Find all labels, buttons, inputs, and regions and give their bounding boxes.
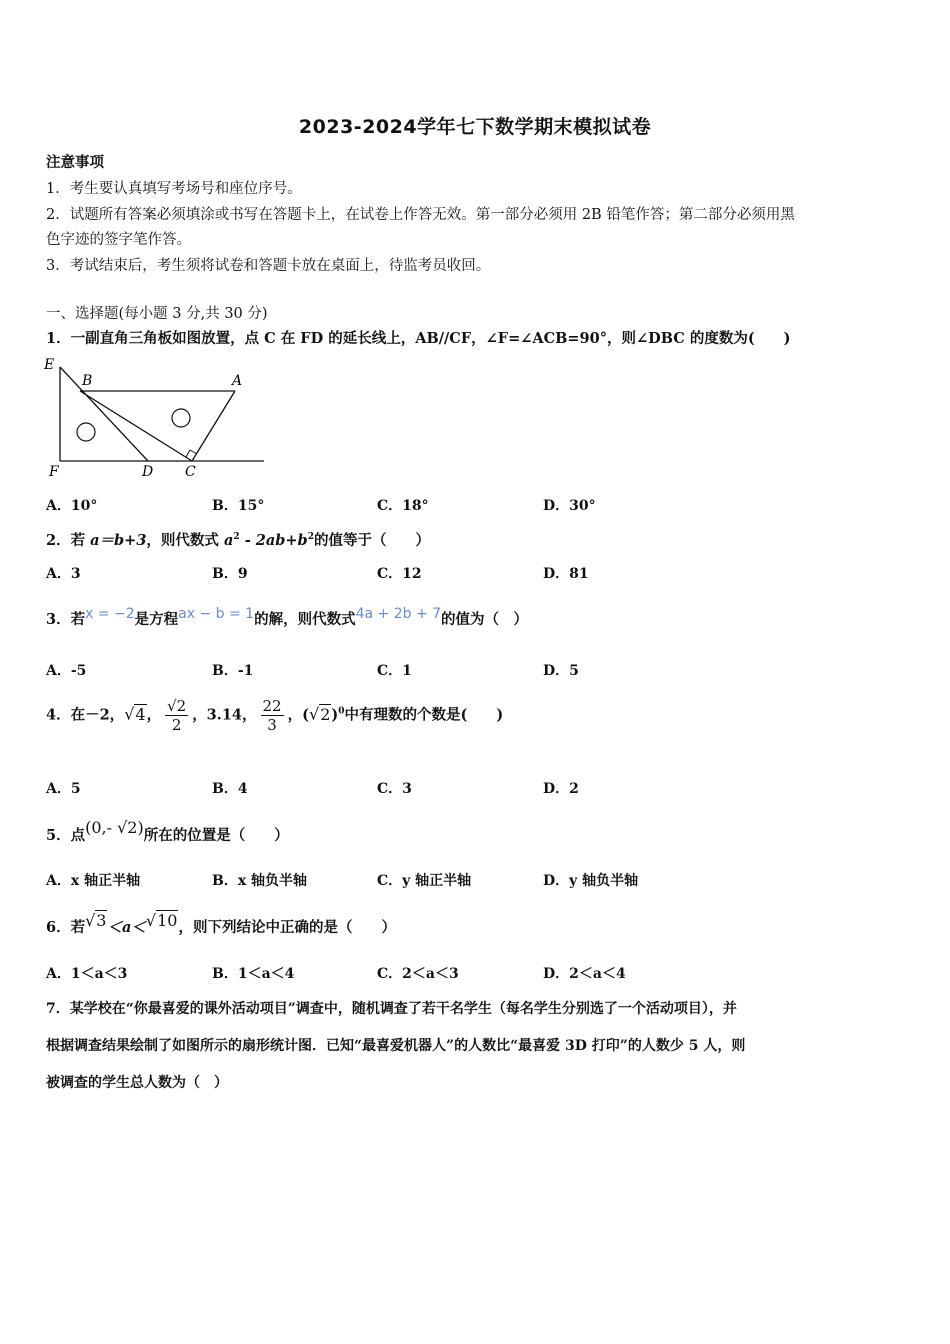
q5-option-a: A．x 轴正半轴 xyxy=(46,873,141,889)
q2-option-d: D．81 xyxy=(543,566,589,582)
q5-option-b: B．x 轴负半轴 xyxy=(212,873,308,889)
q6-option-b: B．1＜a＜4 xyxy=(212,966,295,982)
q6-option-d: D．2＜a＜4 xyxy=(543,966,626,982)
question-1-stem: 1．一副直角三角板如图放置，点 C 在 FD 的延长线上，AB//CF，∠F=∠ACB=90°，则∠DBC 的度数为( ) xyxy=(46,330,791,347)
q4-option-c: C．3 xyxy=(377,781,412,797)
q2-option-a: A．3 xyxy=(46,566,81,582)
question-6-stem: 6．若√3＜a＜√10，则下列结论中正确的是（ ） xyxy=(46,911,396,936)
page-title: 2023-2024学年七下数学期末模拟试卷 xyxy=(298,116,652,138)
q1-option-d: D．30° xyxy=(543,498,596,514)
sqrt-2: √2 xyxy=(308,704,331,724)
sqrt-10: √10 xyxy=(145,911,178,930)
q3-option-b: B．-1 xyxy=(212,663,254,679)
question-4-stem: 4．在－2，√4， $\frac{√2}{2}$ ，3.14， $\frac{22}{3}$ ，$(√2)^0$中有理数的个数是( ) xyxy=(46,697,504,734)
section-heading: 一、选择题(每小题 3 分,共 30 分) xyxy=(46,306,268,322)
q2-option-b: B．9 xyxy=(212,566,248,582)
notice-item: 1．考生要认真填写考场号和座位序号。 xyxy=(46,181,302,197)
question-5-stem: 5．点(0,- √2)所在的位置是（ ） xyxy=(46,818,289,844)
label-F: F xyxy=(49,464,59,480)
q1-option-b: B．15° xyxy=(212,498,265,514)
q4-option-d: D．2 xyxy=(543,781,579,797)
q2-option-c: C．12 xyxy=(377,566,422,582)
q3-option-a: A．-5 xyxy=(46,663,87,679)
q4-option-b: B．4 xyxy=(212,781,248,797)
label-A: A xyxy=(232,373,243,389)
q1-option-a: A．10° xyxy=(46,498,98,514)
question-7-line: 根据调查结果绘制了如图所示的扇形统计图．已知“最喜爱机器人”的人数比“最喜爱 3D 打印”的人数少 5 人，则 xyxy=(46,1038,746,1054)
label-E: E xyxy=(44,357,55,373)
notice-heading: 注意事项 xyxy=(46,154,104,171)
q5-option-c: C．y 轴正半轴 xyxy=(377,873,472,889)
q1-option-c: C．18° xyxy=(377,498,429,514)
notice-item: 色字迹的签字笔作答。 xyxy=(46,232,191,248)
notice-item: 2．试题所有答案必须填涂或书写在答题卡上，在试卷上作答无效。第一部分必须用 2B 铅笔作答；第二部分必须用黑 xyxy=(46,207,795,223)
fraction-sqrt2-over-2: $\frac{√2}{2}$ xyxy=(167,697,187,734)
sqrt-3: √3 xyxy=(85,911,107,930)
fraction-22-over-3: $\frac{22}{3}$ xyxy=(262,697,282,734)
label-D: D xyxy=(142,464,154,480)
q6-option-a: A．1＜a＜3 xyxy=(46,966,128,982)
q3-option-c: C．1 xyxy=(377,663,412,679)
label-C: C xyxy=(185,464,196,480)
q6-option-c: C．2＜a＜3 xyxy=(377,966,459,982)
q5-option-d: D．y 轴负半轴 xyxy=(543,873,639,889)
q4-option-a: A．5 xyxy=(46,781,81,797)
question-3-stem: 3．若x = −2是方程ax − b = 1的解，则代数式4a + 2b + 7的值为（ ） xyxy=(46,606,529,628)
question-7-line: 被调查的学生总人数为（ ） xyxy=(46,1075,228,1091)
sqrt-4: √4 xyxy=(124,704,146,724)
question-1-figure xyxy=(40,355,272,481)
question-7-line: 7．某学校在“你最喜爱的课外活动项目”调查中，随机调查了若干名学生（每名学生分别选了一个活动项目），并 xyxy=(46,1001,737,1017)
q3-option-d: D．5 xyxy=(543,663,579,679)
label-B: B xyxy=(82,373,93,389)
question-2-stem: 2．若 a＝b+3，则代数式 $a^2 - 2ab+b^2$的值等于（ ） xyxy=(46,532,430,549)
notice-item: 3．考试结束后，考生须将试卷和答题卡放在桌面上，待监考员收回。 xyxy=(46,258,491,274)
